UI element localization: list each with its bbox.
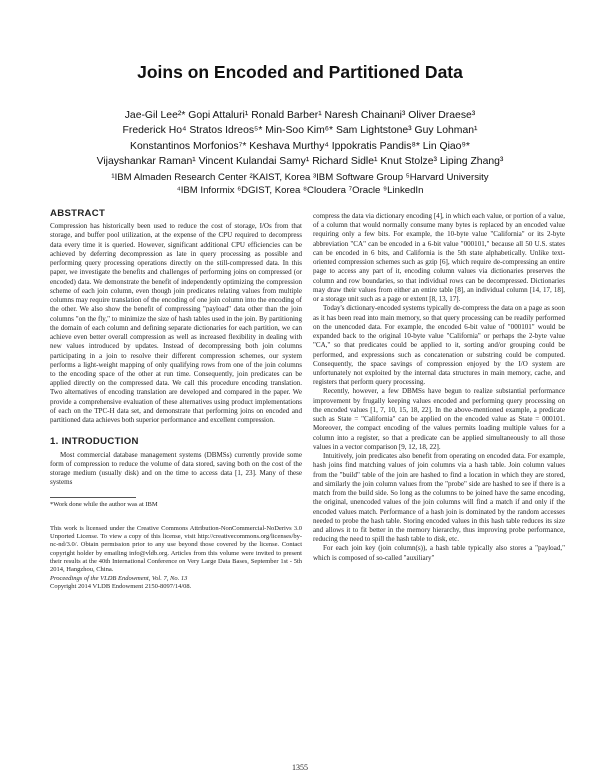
- abstract-heading: ABSTRACT: [50, 208, 106, 219]
- body-paragraph: Recently, however, a few DBMSs have begun to realize substantial performance improvement by frugally keeping values encoded and performing query processing on the encoded values [1, 7, 10, 15, 18, 22]. In the above-mentioned example, a predicate such as State = "California" can be applied on the encoded value as State = 000101. Moreover, the compact encoding of the values permits loading multiple values for a column into a register, so that a predicate can be applied simultaneously to all those values in a vector comparison [9, 12, 18, 22].: [313, 387, 565, 451]
- paper-title: Joins on Encoded and Partitioned Data: [137, 62, 463, 82]
- left-column: [50, 209, 302, 591]
- abstract-text: Compression has historically been used to reduce the cost of storage, I/Os from that storage, and buffer pool utilization, at the expense of the CPU required to decompress data every time it is queried. However, significant additional CPU efficiencies can be achieved by deferring decompression as late in query processing as possible and performing query processing operations directly on the still-compressed data. In this paper, we investigate the benefits and challenges of performing joins on compressed (or encoded) data. We demonstrate the benefit of independently optimizing the compression scheme of each join column, even though join predicates relating values from multiple columns may require translation of the encoding of one join column into the encoding of the other. We also show the benefit of compressing "payload" data other than the join columns "on the fly," to minimize the size of hash tables used in the join. By partitioning the domain of each column and defining separate dictionaries for each partition, we can achieve even better overall compression as well as increased flexibility in dealing with new values introduced by updates. Instead of decompressing both join columns participating in a join to resolve their different compression schemes, our system performs a light-weight mapping of only qualifying rows from one of the join columns to the encoding space of the other at run time. Consequently, join predicates can be applied directly on the compressed data. We call this procedure encoding translation. Two alternatives of encoding translation are developed and compared in the paper. We provide a comprehensive evaluation of these alternatives using product implementations of each on the TPC-H data set, and demonstrate that performing joins on encoded and partitioned data achieves both superior performance and excellent compression.: [50, 222, 302, 425]
- license-text: This work is licensed under the Creative Commons Attribution-NonCommercial-NoDerivs 3.0 Unported License. To view a copy of this license, visit http://creativecommons.org/licenses/by-nc-nd/3.0/. Obtain permission prior to any use beyond those covered by the license. Contact copyright holder by emailing info@vldb.org. Articles from this volume were invited to present their results at the 40th International Conference on Very Large Data Bases, September 1st - 5th 2014, Hangzhou, China.: [50, 524, 302, 574]
- body-paragraph: Intuitively, join predicates also benefit from operating on encoded data. For example, hash joins find matching values of join columns via a hash table. Join column values from the "build" table of the join are hashed to find a location in which they are stored, and similarly the join column values from the "probe" side are hashed to see if there is a match from the build side. So long as the columns to be joined have the same encoding, the original, unencoded values of the join columns will find a match if and only if the encoded values match. Performance of a hash join is dominated by the random accesses needed to probe the hash table. Storing encoded values in this hash table reduces its size and allows it to fit better in the memory hierarchy, thus improving probe performance, reducing the need to spill the hash table to disk, etc.: [313, 452, 565, 544]
- author-line: Frederick Ho⁴ Stratos Idreos⁵* Min-Soo Kim⁶* Sam Lightstone³ Guy Lohman¹: [122, 125, 478, 137]
- author-line: Konstantinos Morfonios⁷* Keshava Murthy⁴ Ippokratis Pandis⁸* Lin Qiao⁹*: [130, 140, 470, 152]
- introduction-text: Most commercial database management systems (DBMSs) currently provide some form of compression to reduce the volume of data stored, saving both on the cost of the storage medium (usually disk) and on the time to access data [1, 23]. Many of these systems: [50, 450, 302, 487]
- affiliation-list: [20, 172, 580, 197]
- footnote: *Work done while the author was at IBM: [50, 500, 158, 508]
- footnote-divider: [50, 497, 136, 498]
- right-column: [313, 212, 565, 563]
- introduction-heading: 1. INTRODUCTION: [50, 436, 139, 448]
- license-block: [50, 525, 302, 591]
- author-line: Jae-Gil Lee²* Gopi Attaluri¹ Ronald Barber¹ Naresh Chainani³ Oliver Draese³: [124, 110, 476, 121]
- body-paragraph: compress the data via dictionary encoding [4], in which each value, or portion of a value, of a column that would normally consume many bytes is replaced by an encoded value requiring only a few bits. For example, the 10-byte value "California" or its 2-byte abbreviation "CA" can be encoded in a 6-bit value "000101," because all 50 U.S. states can be encoded in 6 bits, and California is the 5th state alphabetically. Unlike text-oriented compression schemes such as gzip [6], which require de-compressing an entire page to access any part of it, encoding column values via dictionaries preserves the column and row boundaries, so that individual rows can be decompressed. Dictionaries may draw their values from either an entire table [8], an individual column [14, 17, 18], or a storage unit such as a page or extent [8, 13, 17].: [313, 212, 565, 304]
- affiliation-line: ⁴IBM Informix ⁶DGIST, Korea ⁸Cloudera ⁷Oracle ⁹LinkedIn: [176, 184, 424, 196]
- copyright-line: Copyright 2014 VLDB Endowment 2150-8097/14/08.: [50, 582, 192, 590]
- affiliation-line: ¹IBM Almaden Research Center ²KAIST, Korea ³IBM Software Group ⁵Harvard University: [111, 172, 489, 183]
- author-list: [20, 108, 580, 170]
- page-number: 1355: [292, 763, 308, 772]
- body-paragraph: For each join key (join column(s)), a hash table typically also stores a "payload," which is composed of so-called "auxiliary": [313, 544, 565, 562]
- author-line: Vijayshankar Raman¹ Vincent Kulandai Samy¹ Richard Sidle¹ Knut Stolze³ Liping Zhang³: [96, 156, 504, 168]
- proceedings-line: Proceedings of the VLDB Endowment, Vol. 7, No. 13: [50, 574, 188, 582]
- body-paragraph: Today's dictionary-encoded systems typically de-compress the data on a page as soon as it has been read into main memory, so that query processing can be readily performed on the unencoded data. For example, the encoded 6-bit value of "000101" would be expanded back to the original 10-byte value "California" or perhaps the 2-byte value "CA," so that predicates could be applied to it, sorting and/or grouping could be performed, and expressions such as concatenation or substring could be computed. Consequently, the space savings of compression enjoyed by the I/O system are unfortunately not exploited by the internal data structures in main memory, cache, and registers that perform query processing.: [313, 304, 565, 387]
